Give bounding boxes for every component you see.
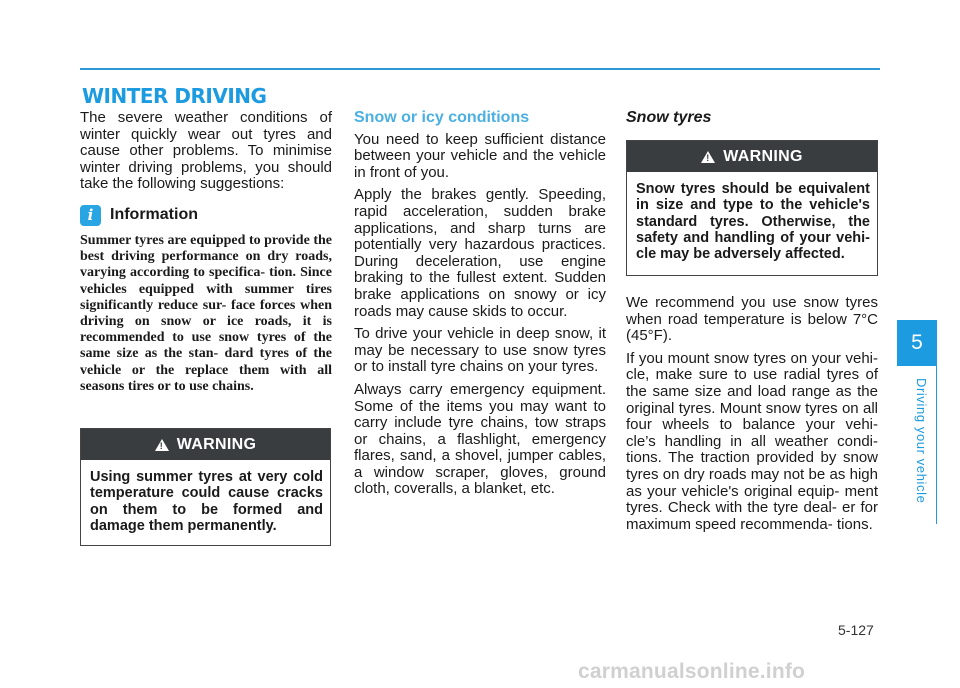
column-2 bbox=[354, 110, 606, 504]
warning-header bbox=[81, 429, 330, 460]
information-body: Summer tyres are equipped to provide the best driving performance on dry roads, varying according to specifica- tion. Since vehicles equipped with summer tires significantly reduce sur- face forces when driving on snow or ice roads, it is recommended to use snow tyres of the same size as the stan- dard tyres of the vehicle or the replace them with all seasons tires or to use chains. bbox=[80, 232, 332, 394]
paragraph: If you mount snow tyres on your vehi- cle, make sure to use radial tyres of the same size and load range as the original tyres. Mount snow tyres on all four wheels to balance your vehi- cle’s handling in all weather condi- tions. The traction provided by snow tyres on dry roads may not be as high as your vehicle's original equip- ment tyres. Check with the tyre deal- er for maximum speed recommenda- tions. bbox=[626, 349, 878, 533]
intro-paragraph: The severe weather conditions of winter quickly wear out tyres and cause other problems. To minimise winter driving problems, you should take the following suggestions: bbox=[80, 109, 332, 193]
chapter-tab[interactable]: 5 bbox=[897, 320, 937, 366]
page-number: 5-127 bbox=[838, 622, 874, 638]
warning-body: Snow tyres should be equivalent in size and type to the vehicle's standard tyres. Otherwise, the safety and handling of your vehi- cle may be adversely affected. bbox=[636, 181, 870, 263]
info-icon: i bbox=[80, 205, 101, 226]
paragraph: Always carry emergency equipment. Some of the items you may want to carry include tyre chains, tow straps or chains, a flashlight, emergency flares, sand, a shovel, jumper cables, a window scraper, gloves, ground cloth, coveralls, a blanket, etc. bbox=[354, 380, 606, 498]
snow-tyres-text bbox=[626, 295, 878, 539]
paragraph: To drive your vehicle in deep snow, it may be necessary to use snow tyres or to install tyre chains on your tyres. bbox=[354, 325, 606, 376]
watermark: carmanualsonline.info bbox=[578, 660, 806, 683]
warning-box-snow-tyres bbox=[626, 140, 878, 276]
information-title: Information bbox=[110, 206, 198, 224]
warning-label: WARNING bbox=[723, 147, 803, 165]
chapter-divider bbox=[936, 366, 937, 524]
information-header bbox=[80, 205, 332, 226]
snow-icy-heading: Snow or icy conditions bbox=[354, 109, 530, 126]
warning-header bbox=[627, 141, 877, 172]
warning-box-summer-tyres bbox=[80, 428, 331, 546]
warning-triangle-icon: ! bbox=[701, 151, 715, 163]
warning-label: WARNING bbox=[176, 435, 257, 453]
warning-body: Using summer tyres at very cold temperature could cause cracks on them to be formed and damage them permanently. bbox=[90, 469, 323, 534]
chapter-label: Driving your vehicle bbox=[914, 378, 929, 504]
paragraph: Apply the brakes gently. Speeding, rapid acceleration, sudden brake applications, and sharp turns are potentially very hazardous practices. During deceleration, use engine braking to the fullest extent. Sudden brake applications on snowy or icy roads may cause skids to occur. bbox=[354, 186, 606, 320]
warning-triangle-icon: ! bbox=[155, 439, 169, 451]
section-title: WINTER DRIVING bbox=[82, 84, 267, 108]
paragraph: You need to keep sufficient distance between your vehicle and the vehicle in front of you. bbox=[354, 130, 606, 181]
snow-tyres-heading: Snow tyres bbox=[626, 109, 712, 126]
top-rule bbox=[80, 68, 880, 70]
column-1 bbox=[80, 110, 332, 395]
paragraph: We recommend you use snow tyres when road temperature is below 7°C (45°F). bbox=[626, 294, 878, 345]
